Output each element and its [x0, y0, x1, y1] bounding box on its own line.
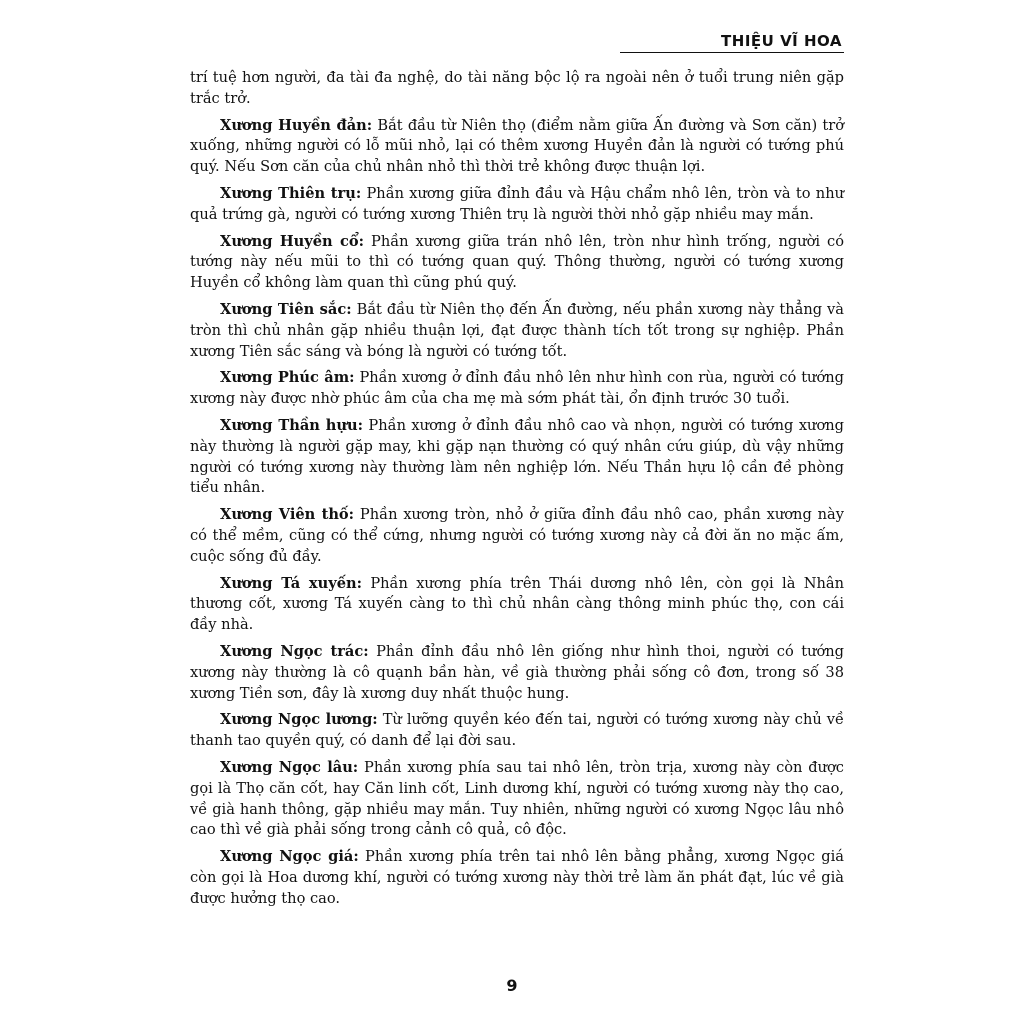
entry-term: Xương Ngọc lương: [220, 711, 378, 729]
entry-term: Xương Ngọc giá: [220, 848, 359, 866]
entry-tien-sac [190, 300, 844, 362]
entry-term: Xương Phúc âm: [220, 369, 355, 387]
running-header-title: THIỆU VĨ HOA [721, 32, 842, 50]
entry-ta-xuyen [190, 574, 844, 636]
entry-text: Phần xương phía trên tai nhô lên bằng phẳng, xương Ngọc giá còn gọi là Hoa dương khí, người có tướng xương này thời trẻ làm ăn phát đạt, lúc về già được hưởng thọ cao. [190, 848, 844, 907]
entry-text: Phần xương ở đỉnh đầu nhô lên như hình con rùa, người có tướng xương này được nhờ phúc âm của cha mẹ mà sớm phát tài, ổn định trước 30 tuổi. [190, 369, 844, 408]
page-body [190, 68, 844, 915]
entry-text: Bắt đầu từ Niên thọ đến Ấn đường, nếu phần xương này thẳng và tròn thì chủ nhân gặp nhiều thuận lợi, đạt được thành tích tốt trong sự nghiệp. Phần xương Tiên sắc sáng và bóng là người có tướng tốt. [190, 300, 845, 360]
entry-term: Xương Tiên sắc: [220, 300, 352, 318]
entry-huyen-co [190, 232, 844, 294]
entry-text: Phần đỉnh đầu nhô lên giống như hình thoi, người có tướng xương này thường là cô quạnh bần hàn, về già thường phải sống cô đơn, trong số 38 xương Tiền sơn, đây là xương duy nhất thuộc hung. [190, 642, 844, 702]
entry-text: Bắt đầu từ Niên thọ (điểm nằm giữa Ấn đường và Sơn căn) trở xuống, những người có lỗ mũi nhỏ, lại có thêm xương Huyền đản là người có tướng phú quý. Nếu Sơn căn của chủ nhân nhỏ thì thời trẻ không được thuận lợi. [190, 116, 845, 176]
entry-text: Từ lưỡng quyền kéo đến tai, người có tướng xương này chủ về thanh tao quyền quý, có danh để lại đời sau. [190, 711, 844, 750]
entry-term: Xương Huyền cổ: [220, 232, 365, 250]
entry-term: Xương Viên thố: [220, 506, 355, 524]
entry-term: Xương Thiên trụ: [220, 184, 362, 202]
entry-ngoc-trac [190, 642, 844, 704]
page-number: 9 [506, 976, 518, 995]
entry-text: Phần xương giữa trán nhô lên, tròn như hình trống, người có tướng này nếu mũi to thì có tướng quan quý. Thông thường, người có tướng xương Huyền cổ không làm quan thì cũng phú quý. [190, 232, 844, 292]
entry-phuc-am [190, 368, 844, 410]
entry-term: Xương Thần hựu: [220, 416, 363, 434]
entry-term: Xương Ngọc lâu: [220, 758, 359, 776]
entry-thien-tru [190, 184, 844, 226]
header-rule [620, 52, 844, 53]
entry-text: Phần xương phía trên Thái dương nhô lên, còn gọi là Nhân thương cốt, xương Tá xuyến càng to thì chủ nhân càng thông minh phúc thọ, con cái đầy nhà. [190, 574, 844, 634]
intro-paragraph: trí tuệ hơn người, đa tài đa nghệ, do tài năng bộc lộ ra ngoài nên ở tuổi trung niên gặp trắc trở. [190, 69, 844, 107]
entry-vien-tho [190, 505, 844, 567]
entry-huyen-dan [190, 116, 844, 178]
entry-term: Xương Ngọc trác: [220, 642, 369, 660]
entry-text: Phần xương giữa đỉnh đầu và Hậu chẩm nhô lên, tròn và to như quả trứng gà, người có tướng xương Thiên trụ là người thời nhỏ gặp nhiều may mắn. [190, 184, 844, 223]
entry-ngoc-lau [190, 758, 844, 841]
entry-ngoc-luong [190, 710, 844, 752]
entry-ngoc-gia [190, 847, 844, 909]
entry-text: Phần xương tròn, nhỏ ở giữa đỉnh đầu nhô cao, phần xương này có thể mềm, cũng có thể cứng, nhưng người có tướng xương này cả đời ăn no mặc ấm, cuộc sống đủ đầy. [190, 506, 844, 565]
entry-text: Phần xương phía sau tai nhô lên, tròn trịa, xương này còn được gọi là Thọ căn cốt, hay Căn linh cốt, Linh dương khí, người có tướng xương này thọ cao, về già hanh thông, gặp nhiều may mắn. Tuy nhiên, những người có xương Ngọc lâu nhô cao thì về già phải sống trong cảnh cô quả, cô độc. [190, 758, 844, 839]
entry-term: Xương Tá xuyến: [220, 574, 362, 592]
entry-term: Xương Huyền đản: [220, 116, 373, 134]
entry-than-huu [190, 416, 844, 499]
entry-text: Phần xương ở đỉnh đầu nhô cao và nhọn, người có tướng xương này thường là người gặp may, khi gặp nạn thường có quý nhân cứu giúp, dù vậy những người có tướng xương này thường làm nên nghiệp lớn. Nếu Thần hựu lộ cần đề phòng tiểu nhân. [190, 416, 844, 497]
